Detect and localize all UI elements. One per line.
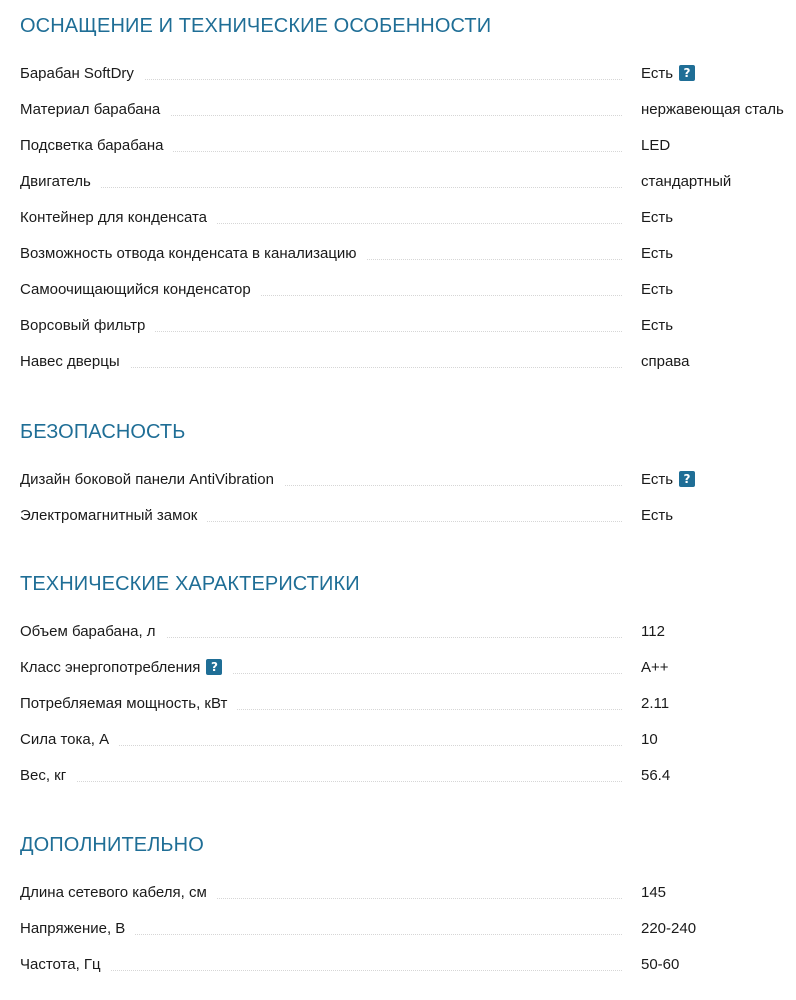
spec-value: Есть bbox=[641, 507, 674, 524]
spec-value-wrap bbox=[641, 470, 695, 490]
dotted-leader bbox=[20, 187, 622, 188]
spec-value: стандартный bbox=[641, 173, 732, 190]
spec-label: Класс энергопотребления bbox=[20, 659, 201, 676]
section-title: ДОПОЛНИТЕЛЬНО bbox=[20, 834, 204, 856]
spec-row bbox=[20, 100, 796, 136]
spec-value: 220-240 bbox=[641, 920, 697, 937]
spec-list bbox=[20, 622, 796, 802]
spec-label: Дизайн боковой панели AntiVibration bbox=[20, 470, 284, 490]
spec-row bbox=[20, 694, 796, 730]
spec-label: Барабан SoftDry bbox=[20, 64, 144, 84]
help-icon[interactable]: ? bbox=[206, 659, 222, 675]
spec-label: Частота, Гц bbox=[20, 955, 111, 975]
spec-row bbox=[20, 316, 796, 352]
spec-label: Потребляемая мощность, кВт bbox=[20, 694, 237, 714]
spec-value-wrap bbox=[641, 64, 695, 84]
spec-label: Материал барабана bbox=[20, 100, 170, 120]
spec-row bbox=[20, 136, 796, 172]
spec-row bbox=[20, 244, 796, 280]
spec-row bbox=[20, 730, 796, 766]
help-icon[interactable]: ? bbox=[679, 65, 695, 81]
spec-row bbox=[20, 766, 796, 802]
spec-row bbox=[20, 506, 796, 542]
spec-value: 56.4 bbox=[641, 767, 671, 784]
spec-value: 2.11 bbox=[641, 695, 670, 712]
spec-value: Есть bbox=[641, 281, 674, 298]
spec-row bbox=[20, 622, 796, 658]
section-title: БЕЗОПАСНОСТЬ bbox=[20, 421, 186, 443]
spec-value: Есть bbox=[641, 65, 674, 82]
spec-label: Напряжение, В bbox=[20, 919, 135, 939]
spec-label: Двигатель bbox=[20, 172, 101, 192]
section-title: ОСНАЩЕНИЕ И ТЕХНИЧЕСКИЕ ОСОБЕННОСТИ bbox=[20, 15, 492, 37]
spec-value: Есть bbox=[641, 209, 674, 226]
spec-list bbox=[20, 64, 796, 388]
spec-label: Сила тока, А bbox=[20, 730, 119, 750]
spec-label: Контейнер для конденсата bbox=[20, 208, 217, 228]
spec-row bbox=[20, 172, 796, 208]
spec-label: Подсветка барабана bbox=[20, 136, 173, 156]
spec-row bbox=[20, 470, 796, 506]
section-safety bbox=[20, 420, 796, 542]
section-equipment bbox=[20, 14, 796, 388]
spec-row bbox=[20, 64, 796, 100]
spec-value: 112 bbox=[641, 623, 665, 640]
spec-value: LED bbox=[641, 137, 671, 154]
spec-row bbox=[20, 208, 796, 244]
spec-value: 10 bbox=[641, 731, 658, 748]
section-title: ТЕХНИЧЕСКИЕ ХАРАКТЕРИСТИКИ bbox=[20, 573, 360, 595]
spec-label: Длина сетевого кабеля, см bbox=[20, 883, 217, 903]
spec-row bbox=[20, 955, 796, 991]
section-specs bbox=[20, 572, 796, 802]
spec-label: Возможность отвода конденсата в канализацию bbox=[20, 244, 367, 264]
spec-value: нержавеющая сталь bbox=[641, 101, 784, 118]
spec-label-wrap bbox=[20, 658, 232, 678]
spec-label: Самоочищающийся конденсатор bbox=[20, 280, 261, 300]
spec-value: 145 bbox=[641, 884, 667, 901]
spec-label: Электромагнитный замок bbox=[20, 506, 207, 526]
spec-row bbox=[20, 280, 796, 316]
spec-list bbox=[20, 883, 796, 991]
spec-value: Есть bbox=[641, 471, 674, 488]
spec-row bbox=[20, 883, 796, 919]
spec-value: 50-60 bbox=[641, 956, 680, 973]
section-additional bbox=[20, 833, 796, 991]
spec-value: Есть bbox=[641, 245, 674, 262]
spec-label: Навес дверцы bbox=[20, 352, 130, 372]
spec-label: Вес, кг bbox=[20, 766, 76, 786]
spec-row bbox=[20, 352, 796, 388]
spec-list bbox=[20, 470, 796, 542]
spec-row bbox=[20, 658, 796, 694]
spec-value: Есть bbox=[641, 317, 674, 334]
spec-value: справа bbox=[641, 353, 690, 370]
spec-value: A++ bbox=[641, 659, 669, 676]
spec-label: Ворсовый фильтр bbox=[20, 316, 155, 336]
spec-label: Объем барабана, л bbox=[20, 622, 166, 642]
dotted-leader bbox=[20, 781, 622, 782]
help-icon[interactable]: ? bbox=[679, 471, 695, 487]
spec-row bbox=[20, 919, 796, 955]
